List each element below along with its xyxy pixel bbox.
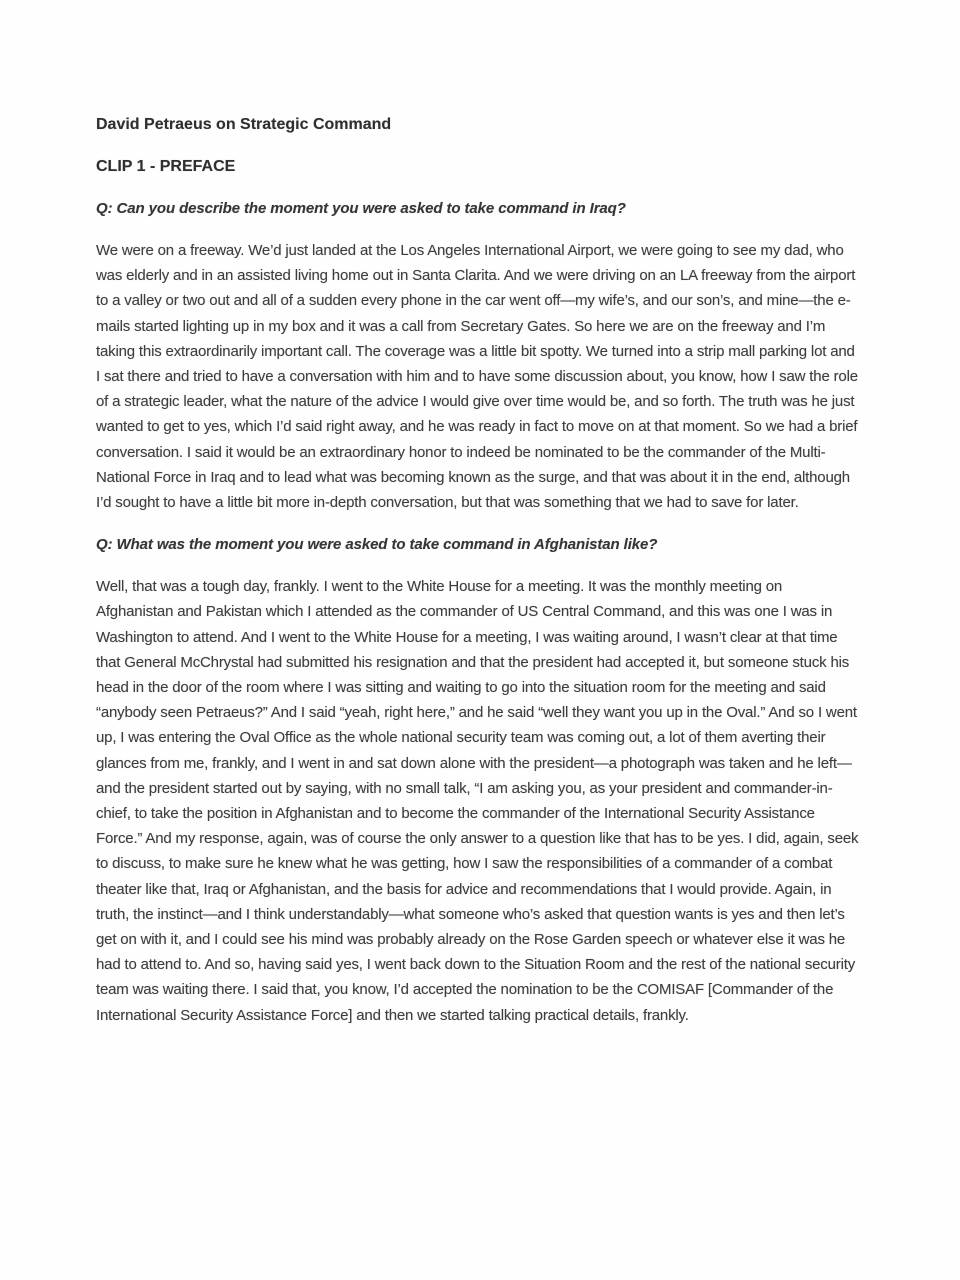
question-iraq: Q: Can you describe the moment you were asked to take command in Iraq? [96, 200, 626, 217]
answer-iraq: We were on a freeway. We’d just landed at the Los Angeles International Airport, we were going to see my dad, who was elderly and in an assisted living home out in Santa Clarita. And we were driving on an LA freeway from the airport to a valley or two out and all of a sudden every phone in the car went off—my wife’s, and our son’s, and mine—the e-mails started lighting up in my box and it was a call from Secretary Gates. So here we are on the freeway and I’m taking this extraordinarily important call. The coverage was a little bit spotty. We turned into a strip mall parking lot and I sat there and tried to have a conversation with him and to have some discussion about, you know, how I saw the role of a strategic leader, what the nature of the advice I would give over time would be, and so forth. The truth was he just wanted to get to yes, which I’d said right away, and he was ready in fact to move on at that moment. So we had a brief conversation. I said it would be an extraordinary honor to indeed be nominated to be the commander of the Multi-National Force in Iraq and to lead what was becoming known as the surge, and that was about it in the end, although I’d sought to have a little bit more in-depth conversation, but that was something that we had to save for later. [96, 242, 858, 512]
answer-afghanistan: Well, that was a tough day, frankly. I went to the White House for a meeting. It was the monthly meeting on Afghanistan and Pakistan which I attended as the commander of US Central Command, and this was one I was in Washington to attend. And I went to the White House for a meeting, I was waiting around, I wasn’t clear at that time that General McChrystal had submitted his resignation and that the president had accepted it, but someone stuck his head in the door of the room where I was sitting and waiting to go into the situation room for the meeting and said “anybody seen Petraeus?” And I said “yeah, right here,” and he said “well they want you up in the Oval.” And so I went up, I was entering the Oval Office as the whole national security team was coming out, a lot of them averting their glances from me, frankly, and I went in and sat down alone with the president—a photograph was taken and he left—and the president started out by saying, with no small talk, “I am asking you, as your president and commander-in-chief, to take the position in Afghanistan and to become the commander of the International Security Assistance Force.” And my response, again, was of course the only answer to a question like that has to be yes. I did, again, seek to discuss, to make sure he knew what he was getting, how I saw the responsibilities of a commander of a combat theater like that, Iraq or Afghanistan, and the basis for advice and recommendations that I would provide. Again, in truth, the instinct—and I think understandably—what someone who’s asked that question wants is yes and then let’s get on with it, and I could see his mind was probably already on the Rose Garden speech or whatever else it was he had to attend to. And so, having said yes, I went back down to the Situation Room and the rest of the national security team was waiting there. I said that, you know, I’d accepted the nomination to be the COMISAF [Commander of the International Security Assistance Force] and then we started talking practical details, frankly. [96, 578, 859, 1024]
document-title: David Petraeus on Strategic Command [96, 116, 392, 133]
question-afghanistan: Q: What was the moment you were asked to take command in Afghanistan like? [96, 536, 658, 554]
section-heading: CLIP 1 - PREFACE [96, 158, 236, 175]
